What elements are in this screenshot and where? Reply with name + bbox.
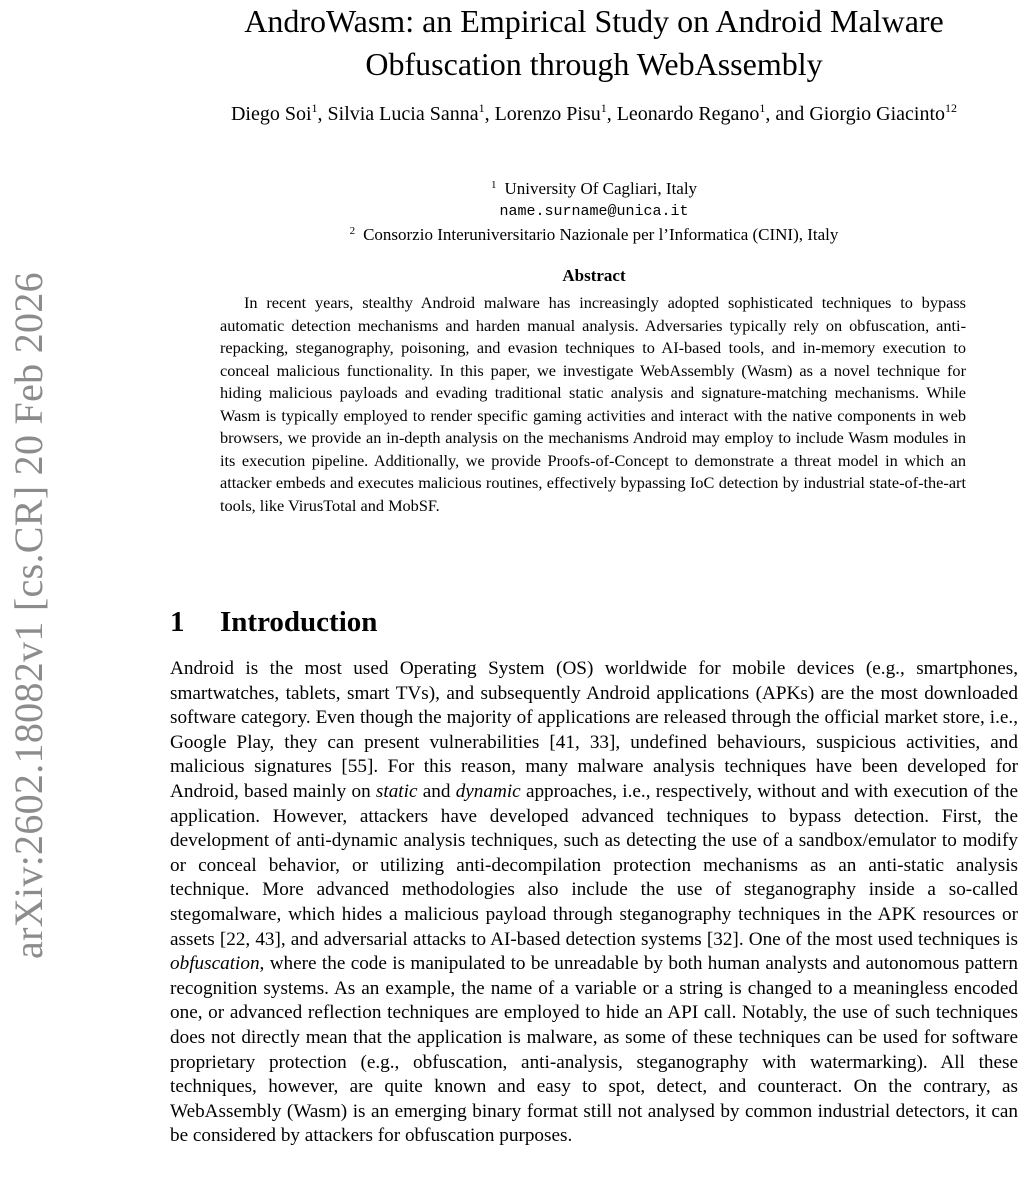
section-heading-introduction xyxy=(170,602,377,642)
author-name: Diego Soi xyxy=(230,103,312,125)
author-affiliation-mark: 1 xyxy=(600,101,607,115)
author-name: Leonardo Regano xyxy=(616,103,760,125)
author-name: Giorgio Giacinto xyxy=(809,103,946,125)
affiliation-name: Consorzio Interuniversitario Nazionale per l’Informatica (CINI), Italy xyxy=(363,225,839,244)
emphasis-obfuscation: obfuscation xyxy=(170,953,260,975)
paper-title: AndroWasm: an Empirical Study on Android Malware Obfuscation through WebAssembly xyxy=(244,3,944,82)
contact-email[interactable]: name.surname@unica.it xyxy=(499,203,689,220)
author-name: Lorenzo Pisu xyxy=(494,103,601,125)
introduction-paragraph xyxy=(170,657,1018,1149)
emphasis-dynamic: dynamic xyxy=(455,780,521,802)
affiliation-name: University Of Cagliari, Italy xyxy=(504,179,698,198)
affiliations xyxy=(170,177,1018,246)
author-affiliation-mark: 12 xyxy=(945,101,958,115)
author-affiliation-mark: 1 xyxy=(478,101,485,115)
intro-text: approaches, i.e., respectively, without and with execution of the application. However, attackers have developed advanced techniques to bypass detection. First, the development of anti-dynamic analysis techniques, such as detecting the use of a sandbox/emulator to modify or conceal behavior, or utilizing anti-decompilation protection mechanisms as an anti-static analysis technique. More advanced methodologies also include the use of steganography inside a so-called stegomalware, which hides a malicious payload through steganography techniques in the APK resources or assets [22, 43], and adversarial attacks to AI-based detection systems [32]. One of the most used techniques is xyxy=(170,780,1018,950)
abstract-text: In recent years, stealthy Android malware has increasingly adopted sophisticated techniques to bypass automatic detection mechanisms and harden manual analysis. Adversaries typically rely on obfuscation, anti-repacking, steganography, poisoning, and evasion techniques to AI-based tools, and in-memory execution to conceal malicious functionality. In this paper, we investigate WebAssembly (Wasm) as a novel technique for hiding malicious payloads and evading traditional static analysis and signature-matching mechanisms. While Wasm is typically employed to render specific gaming activities and interact with the native components in web browsers, we provide an in-depth analysis on the mechanisms Android may employ to include Wasm modules in its execution pipeline. Additionally, we provide Proofs-of-Concept to demonstrate a threat model in which an attacker embeds and executes malicious routines, effectively bypassing IoC detection by industrial state-of-the-art tools, like VirusTotal and MobSF. xyxy=(220,293,966,515)
affiliation-2 xyxy=(170,223,1018,246)
intro-text: Android is the most used Operating System (OS) worldwide for mobile devices (e.g., smartphones, smartwatches, tablets, smart TVs), and subsequently Android applications (APKs) are the most downloaded software category. Even though the majority of applications are released through the official market store, i.e., Google Play, they can present vulnerabilities [41, 33], undefined behaviours, suspicious activities, and malicious signatures [55]. For this reason, many malware analysis techniques have been developed for Android, based mainly on xyxy=(170,658,1018,802)
author-name: Silvia Lucia Sanna xyxy=(327,103,479,125)
section-title: Introduction xyxy=(220,606,378,638)
arxiv-identifier[interactable]: arXiv:2602.18082v1 [cs.CR] 20 Feb 2026 xyxy=(5,271,51,959)
affiliation-mark: 2 xyxy=(349,225,356,237)
arxiv-stamp xyxy=(2,235,54,995)
section-number: 1 xyxy=(170,606,185,638)
author-list: Diego Soi$^1$, Silvia Lucia Sanna$^1$, Lorenzo Pisu$^1$, Leonardo Regano$^1$, and Giorgio Giacinto$^{12}$ xyxy=(230,101,958,125)
emphasis-static: static xyxy=(375,780,418,802)
author-affiliation-mark: 1 xyxy=(759,101,766,115)
intro-text: , where the code is manipulated to be unreadable by both human analysts and autonomous pattern recognition systems. As an example, the name of a variable or a string is changed to a meaningless encoded one, or advanced reflection techniques are employed to hide an API call. Notably, the use of such techniques does not directly mean that the application is malware, as some of these techniques can be used for software proprietary protection (e.g., obfuscation, anti-analysis, steganography with watermarking). All these techniques, however, are quite known and easy to spot, detect, and counteract. On the contrary, as WebAssembly (Wasm) is an emerging binary format still not analysed by common industrial detectors, it can be considered by attackers for obfuscation purposes. xyxy=(170,953,1018,1147)
abstract-heading: Abstract xyxy=(562,266,626,285)
affiliation-1 xyxy=(170,177,1018,200)
author-affiliation-mark: 1 xyxy=(311,101,318,115)
intro-text: and xyxy=(417,780,456,802)
affiliation-mark: 1 xyxy=(490,179,497,191)
